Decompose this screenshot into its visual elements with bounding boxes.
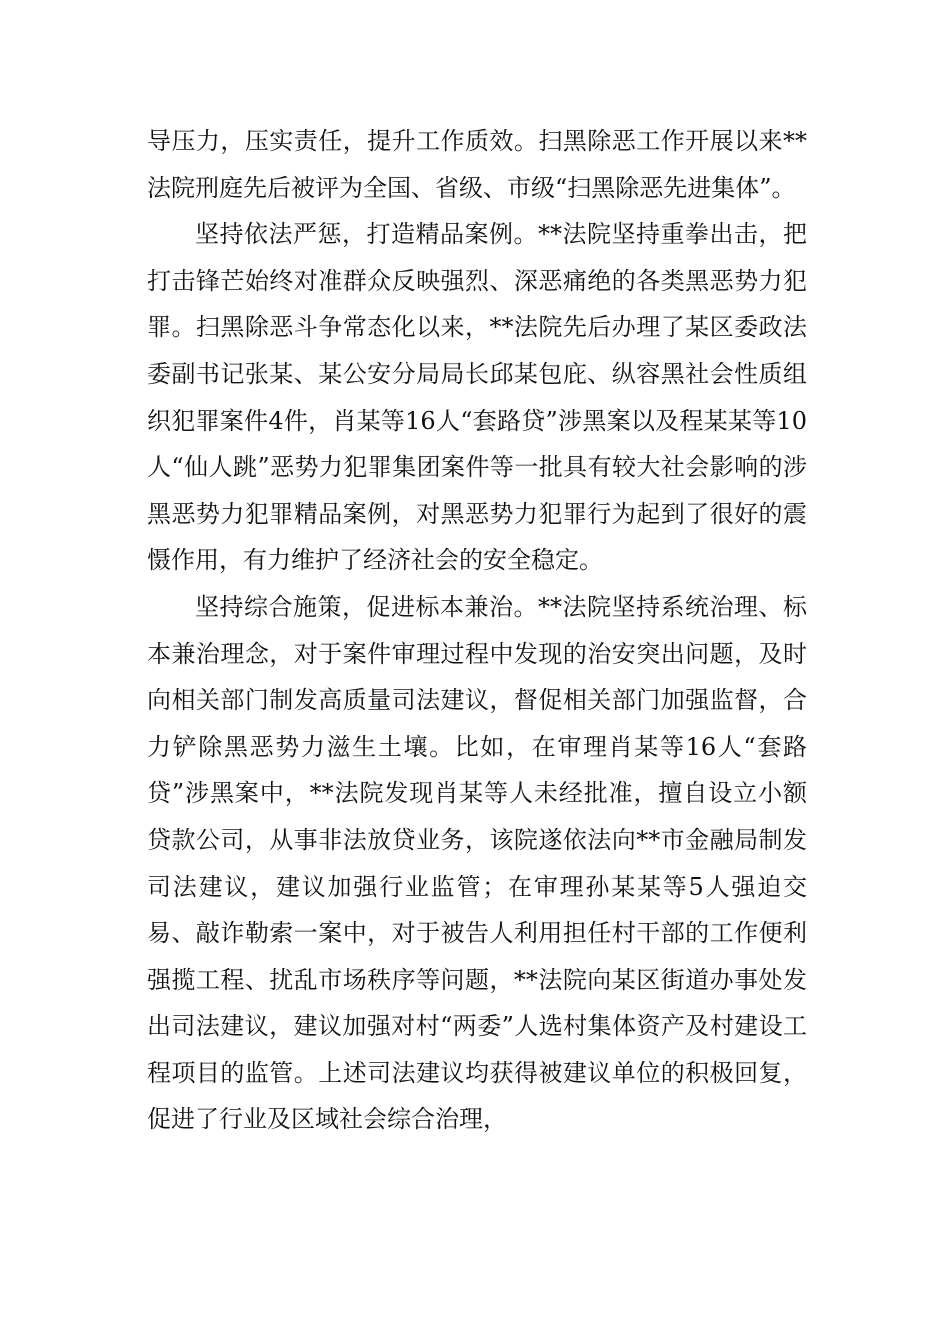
paragraph-1: 导压力，压实责任，提升工作质效。扫黑除恶工作开展以来**法院刑庭先后被评为全国、省级、市级“扫黑除恶先进集体”。 — [147, 127, 807, 202]
paragraph-3: 坚持综合施策，促进标本兼治。**法院坚持系统治理、标本兼治理念，对于案件审理过程中发现的治安突出问题，及时向相关部门制发高质量司法建议，督促相关部门加强监督，合力铲除黑恶势力滋生土壤。比如，在审理肖某等16人“套路贷”涉黑案中，**法院发现肖某等人未经批准，擅自设立小额贷款公司，从事非法放贷业务，该院遂依法向**市金融局制发司法建议，建议加强行业监管；在审理孙某某等5人强迫交易、敲诈勒索一案中，对于被告人利用担任村干部的工作便利强揽工程、扰乱市场秩序等问题，**法院向某区街道办事处发出司法建议，建议加强对村“两委”人选村集体资产及村建设工程项目的监管。上述司法建议均获得被建议单位的积极回复，促进了行业及区域社会综合治理， — [147, 592, 807, 1134]
body-text — [147, 118, 807, 1143]
paragraph-2: 坚持依法严惩，打造精品案例。**法院坚持重拳出击，把打击锋芒始终对准群众反映强烈、深恶痛绝的各类黑恶势力犯罪。扫黑除恶斗争常态化以来，**法院先后办理了某区委政法委副书记张某、某公安分局局长邱某包庇、纵容黑社会性质组织犯罪案件4件，肖某等16人“套路贷”涉黑案以及程某某等10人“仙人跳”恶势力犯罪集团案件等一批具有较大社会影响的涉黑恶势力犯罪精品案例，对黑恶势力犯罪行为起到了很好的震慑作用，有力维护了经济社会的安全稳定。 — [147, 220, 807, 575]
